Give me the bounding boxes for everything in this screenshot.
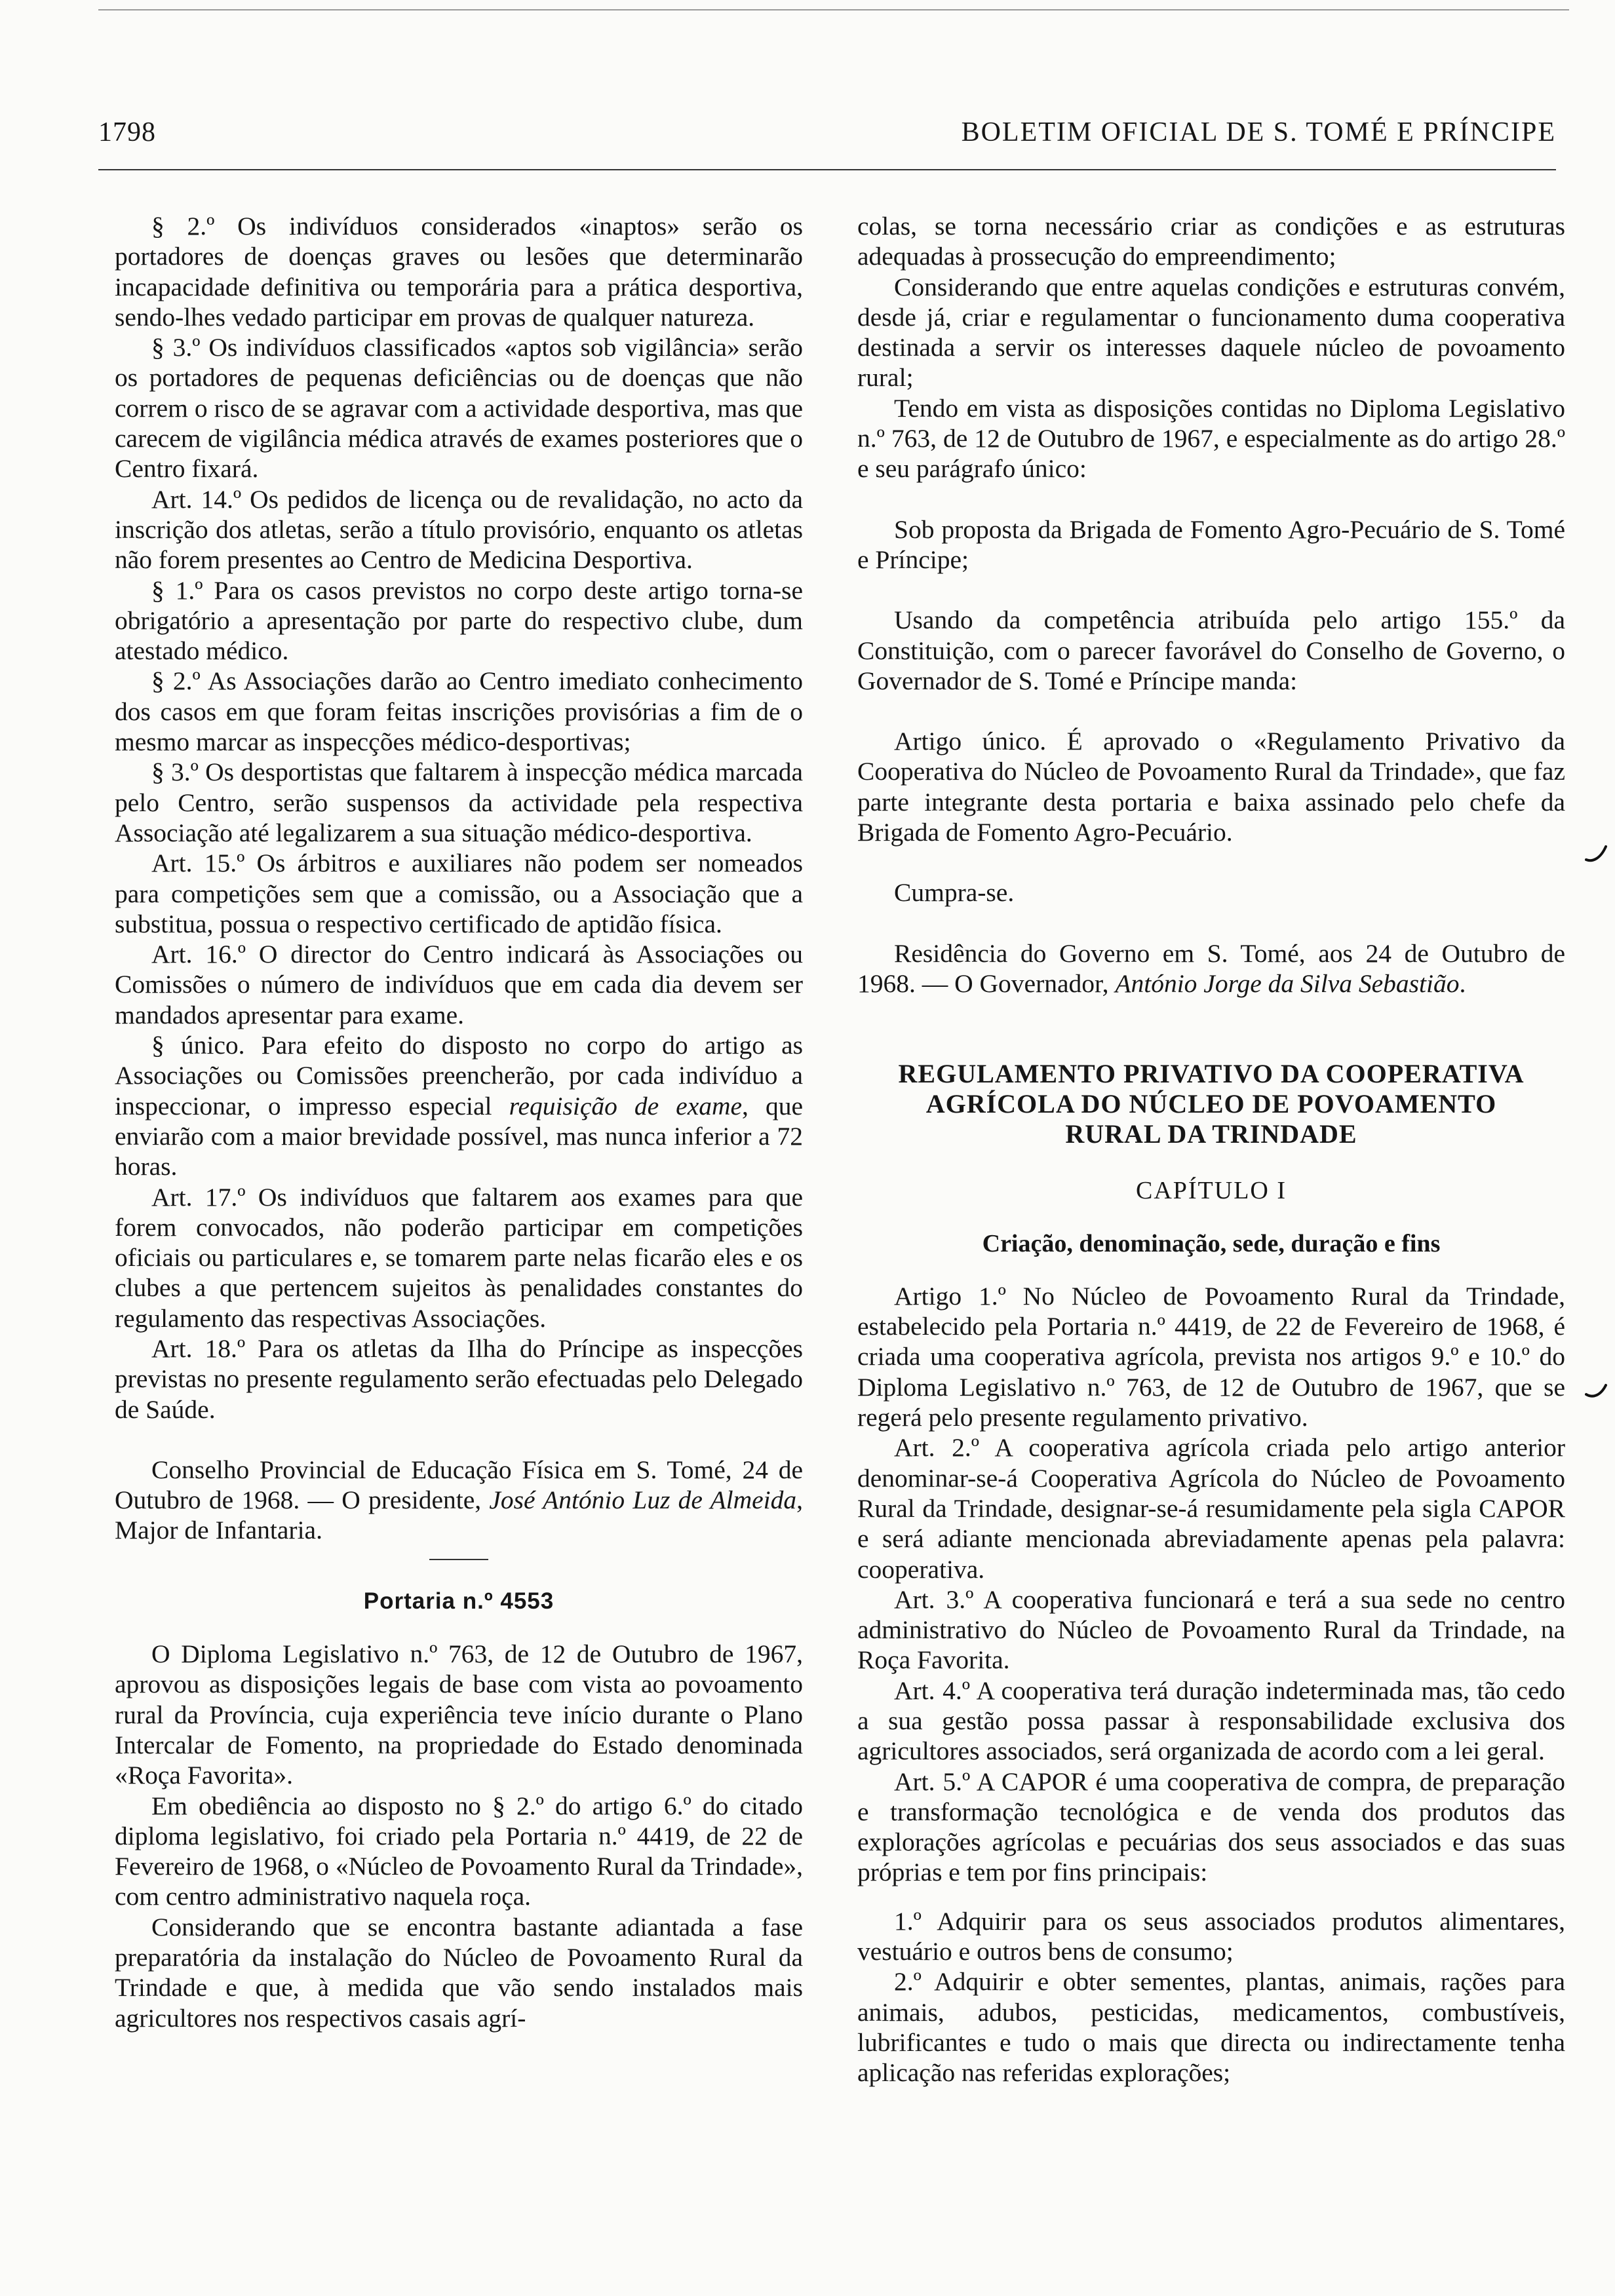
paragraph: O Diploma Legislativo n.º 763, de 12 de Outubro de 1967, aprovou as disposições legais de base com vista ao povoamento rural da Província, cuja experiência teve início durante o Plano Intercalar de Fomento, na propriedade do Estado denominada «Roça Favorita». (115, 1639, 803, 1790)
section-separator (429, 1559, 488, 1560)
page-number: 1798 (98, 117, 156, 147)
paragraph: Art. 14.º Os pedidos de licença ou de revalidação, no acto da inscrição dos atletas, serão a título provisório, enquanto os atletas não forem presentes ao Centro de Medicina Desportiva. (115, 484, 803, 575)
top-edge-line (98, 9, 1569, 10)
article: Artigo 1.º No Núcleo de Povoamento Rural da Trindade, estabelecido pela Portaria n.º 4419, de 22 de Fevereiro de 1968, é criada uma cooperativa agrícola, prevista nos artigos 9.º e 10.º do Diploma Legislativo n.º 763, de 12 de Outubro de 1967, que se regerá pelo presente regulamento privativo. (857, 1281, 1565, 1432)
italic-text: requisição de exame (509, 1091, 743, 1120)
article: Art. 3.º A cooperativa funcionará e terá a sua sede no centro administrativo do Núcleo de Povoamento Rural da Trindade, na Roça Favorita. (857, 1584, 1565, 1675)
paragraph: § 1.º Para os casos previstos no corpo deste artigo torna-se obrigatório a apresentação por parte do respectivo clube, dum atestado médico. (115, 575, 803, 666)
regulation-title-line-2: AGRÍCOLA DO NÚCLEO DE POVOAMENTO (925, 1089, 1497, 1119)
publication-title: BOLETIM OFICIAL DE S. TOMÉ E PRÍNCIPE (961, 117, 1556, 147)
text: . (1459, 968, 1466, 998)
left-column (115, 211, 803, 2033)
cumpra-se: Cumpra-se. (894, 878, 1015, 908)
paragraph: Art. 17.º Os indivíduos que faltarem aos exames para que forem convocados, não poderão participar em competições oficiais ou particulares e, se tomarem parte nelas ficarão eles e os clubes a que pertencem sujeitos às penalidades constantes do regulamento das respectivas Associações. (115, 1182, 803, 1333)
text: , que enviarão com a maior brevidade possível, mas nunca inferior a 72 horas. (115, 1091, 803, 1181)
chapter-heading: CAPÍTULO I (1135, 1177, 1287, 1205)
article: Art. 4.º A cooperativa terá duração indeterminada mas, tão cedo a sua gestão possa passar à responsabilidade exclusiva dos agricultores associados, será organizada de acordo com a lei geral. (857, 1675, 1565, 1766)
page-header (98, 117, 1556, 163)
paragraph: Considerando que entre aquelas condições e estruturas convém, desde já, criar e regulamentar o funcionamento duma cooperativa destinada a servir os interesses daquele núcleo de povoamento rural; (857, 272, 1565, 392)
text: Residência do Governo em S. Tomé, aos 24 de Outubro de 1968. — O Governador, (857, 938, 1565, 998)
regulation-title-line-3: RURAL DA TRINDADE (1065, 1119, 1357, 1149)
list-item: 1.º Adquirir para os seus associados produtos alimentares, vestuário e outros bens de consumo; (857, 1906, 1565, 1966)
paragraph: § 2.º As Associações darão ao Centro imediato conhecimento dos casos em que foram feitas inscrições provisórias a fim de o mesmo marcar as inspecções médico-desportivas; (115, 666, 803, 757)
proposta-paragraph: Sob proposta da Brigada de Fomento Agro-Pecuário de S. Tomé e Príncipe; (857, 514, 1565, 574)
paragraph: Art. 18.º Para os atletas da Ilha do Príncipe as inspecções previstas no presente regulamento serão efectuadas pelo Delegado de Saúde. (115, 1333, 803, 1424)
paragraph: § 2.º Os indivíduos considerados «inaptos» serão os portadores de doenças graves ou lesões que determinarão incapacidade definitiva ou temporária para a prática desportiva, sendo-lhes vedado participar em provas de qualquer natureza. (115, 212, 803, 332)
pencil-mark-icon (1585, 844, 1607, 864)
header-rule (98, 169, 1556, 170)
paragraph: Em obediência ao disposto no § 2.º do artigo 6.º do citado diploma legislativo, foi criado pela Portaria n.º 4419, de 22 de Fevereiro de 1968, o «Núcleo de Povoamento Rural da Trindade», com centro administrativo naquela roça. (115, 1791, 803, 1911)
residencia-signature (857, 938, 1565, 999)
list-item: 2.º Adquirir e obter sementes, plantas, animais, rações para animais, adubos, pesticidas, medicamentos, combustíveis, lubrificantes e tudo o mais que directa ou indirectamente tenha aplicação nas referidas explorações; (857, 1967, 1565, 2088)
usando-paragraph: Usando da competência atribuída pelo artigo 155.º da Constituição, com o parecer favorável do Conselho de Governo, o Governador de S. Tomé e Príncipe manda: (857, 605, 1565, 695)
text: § único. Para efeito do disposto no corpo do artigo as Associações ou Comissões preencherão, por cada indivíduo a inspeccionar, o impresso especial (115, 1031, 803, 1120)
paragraph: § 3.º Os desportistas que faltarem à inspecção médica marcada pelo Centro, serão suspensos da actividade pela respectiva Associação até legalizarem a sua situação médico-desportiva. (115, 757, 803, 847)
portaria-title: Portaria n.º 4553 (363, 1588, 555, 1614)
pencil-mark-icon (1585, 1381, 1607, 1401)
text: Conselho Provincial de Educação Física em S. Tomé, 24 de Outubro de 1968. — O presidente, (115, 1455, 803, 1515)
paragraph: colas, se torna necessário criar as condições e as estruturas adequadas à prossecução do empreendimento; (857, 212, 1565, 271)
signatory-name: António Jorge da Silva Sebastião (1115, 968, 1460, 998)
right-column (857, 211, 1565, 2088)
artigo-unico-paragraph: Artigo único. É aprovado o «Regulamento Privativo da Cooperativa do Núcleo de Povoamento Rural da Trindade», que faz parte integrante desta portaria e baixa assinado pelo chefe da Brigada de Fomento Agro-Pecuário. (857, 727, 1565, 847)
text: , Major de Infantaria. (115, 1485, 803, 1545)
paragraph-unico (115, 1030, 803, 1181)
paragraph: Tendo em vista as disposições contidas no Diploma Legislativo n.º 763, de 12 de Outubro de 1967, e especialmente as do artigo 28.º e seu parágrafo único: (857, 393, 1565, 484)
paragraph: Art. 16.º O director do Centro indicará às Associações ou Comissões o número de indivíduos que em cada dia devem ser mandados apresentar para exame. (115, 940, 803, 1029)
paragraph: Art. 15.º Os árbitros e auxiliares não podem ser nomeados para competições sem que a comissão, ou a Associação que a substitua, possua o respectivo certificado de aptidão física. (115, 849, 803, 938)
paragraph: Considerando que se encontra bastante adiantada a fase preparatória da instalação do Núcleo de Povoamento Rural da Trindade e que, à medida que vão sendo instalados mais agricultores nos respectivos casais agrí- (115, 1912, 803, 2033)
chapter-subtitle: Criação, denominação, sede, duração e fins (982, 1229, 1441, 1257)
regulation-title-line-1: REGULAMENTO PRIVATIVO DA COOPERATIVA (898, 1059, 1525, 1089)
article: Art. 2.º A cooperativa agrícola criada pelo artigo anterior denominar-se-á Cooperativa Agrícola do Núcleo de Povoamento Rural da Trindade, designar-se-á resumidamente pela sigla CAPOR e será adiante mencionada abreviadamente apenas pela palavra: cooperativa. (857, 1433, 1565, 1584)
signature-block (115, 1455, 803, 1546)
signatory-name: José António Luz de Almeida (489, 1485, 797, 1515)
article: Art. 5.º A CAPOR é uma cooperativa de compra, de preparação e transformação tecnológica e de venda dos produtos das explorações agrícolas e pecuárias dos seus associados e das suas próprias e tem por fins principais: (857, 1767, 1565, 1887)
paragraph: § 3.º Os indivíduos classificados «aptos sob vigilância» serão os portadores de pequenas deficiências ou de doenças que não correm o risco de se agravar com a actividade desportiva, mas que carecem de vigilância médica através de exames posteriores que o Centro fixará. (115, 333, 803, 484)
